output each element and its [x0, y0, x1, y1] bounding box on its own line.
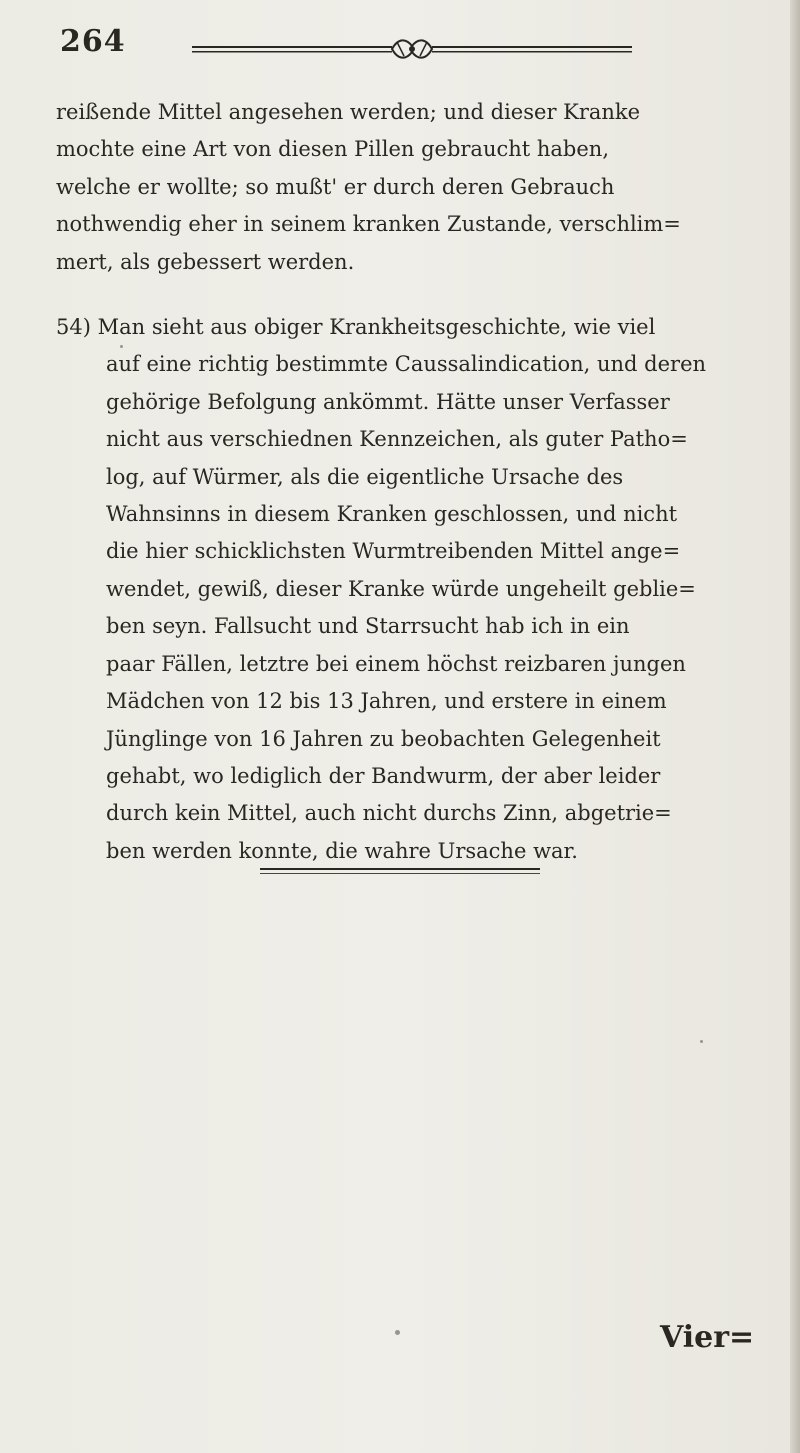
text-line: log, auf Würmer, als die eigentliche Ursache des: [106, 464, 624, 489]
body-text: [56, 94, 746, 870]
text-line: Wahnsinns in diesem Kranken geschlossen, und nicht: [106, 502, 678, 527]
text-line: paar Fällen, letztre bei einem höchst reizbaren jungen: [106, 651, 686, 676]
text-line: ben seyn. Fallsucht und Starrsucht hab ich in ein: [106, 614, 630, 639]
divider-line: [260, 873, 540, 874]
text-line: nicht aus verschiednen Kennzeichen, als guter Patho=: [106, 427, 688, 452]
header-ornament-icon: [192, 36, 632, 64]
text-line: mochte eine Art von diesen Pillen gebraucht haben,: [56, 137, 609, 162]
text-line: nothwendig eher in seinem kranken Zustande, verschlim=: [56, 212, 681, 237]
text-line: reißende Mittel angesehen werden; und dieser Kranke: [56, 100, 641, 124]
text-line: gehabt, wo lediglich der Bandwurm, der aber leider: [106, 763, 661, 788]
text-line: die hier schicklichsten Wurmtreibenden Mittel ange=: [106, 539, 681, 564]
paragraph-1: [56, 94, 746, 281]
text-line: ben werden konnte, die wahre Ursache war.: [106, 838, 578, 863]
text-line: mert, als gebessert werden.: [56, 249, 355, 274]
text-line: 54) Man sieht aus obiger Krankheitsgeschichte, wie viel: [56, 315, 656, 340]
text-line: auf eine richtig bestimmte Caussalindication, und deren: [106, 352, 707, 377]
catchword: Vier=: [660, 1320, 755, 1355]
text-line: wendet, gewiß, dieser Kranke würde ungeheilt geblie=: [106, 576, 696, 601]
paper-speck: [395, 1330, 400, 1335]
paragraph-2: [56, 309, 746, 870]
text-line: gehörige Befolgung ankömmt. Hätte unser Verfasser: [106, 389, 670, 414]
page-number: 264: [60, 24, 126, 59]
page-header: [60, 24, 600, 74]
text-line: Mädchen von 12 bis 13 Jahren, und erstere in einem: [106, 689, 667, 714]
paper-speck: [700, 1040, 703, 1043]
paper-speck: [120, 345, 123, 348]
page-edge-shadow: [790, 0, 800, 1453]
section-divider-rule: [260, 868, 540, 878]
text-line: Jünglinge von 16 Jahren zu beobachten Gelegenheit: [106, 726, 661, 751]
divider-line: [260, 868, 540, 870]
paragraph-gap: [56, 281, 746, 309]
text-line: welche er wollte; so mußt' er durch deren Gebrauch: [56, 174, 615, 199]
text-line: durch kein Mittel, auch nicht durchs Zinn, abgetrie=: [106, 801, 672, 826]
